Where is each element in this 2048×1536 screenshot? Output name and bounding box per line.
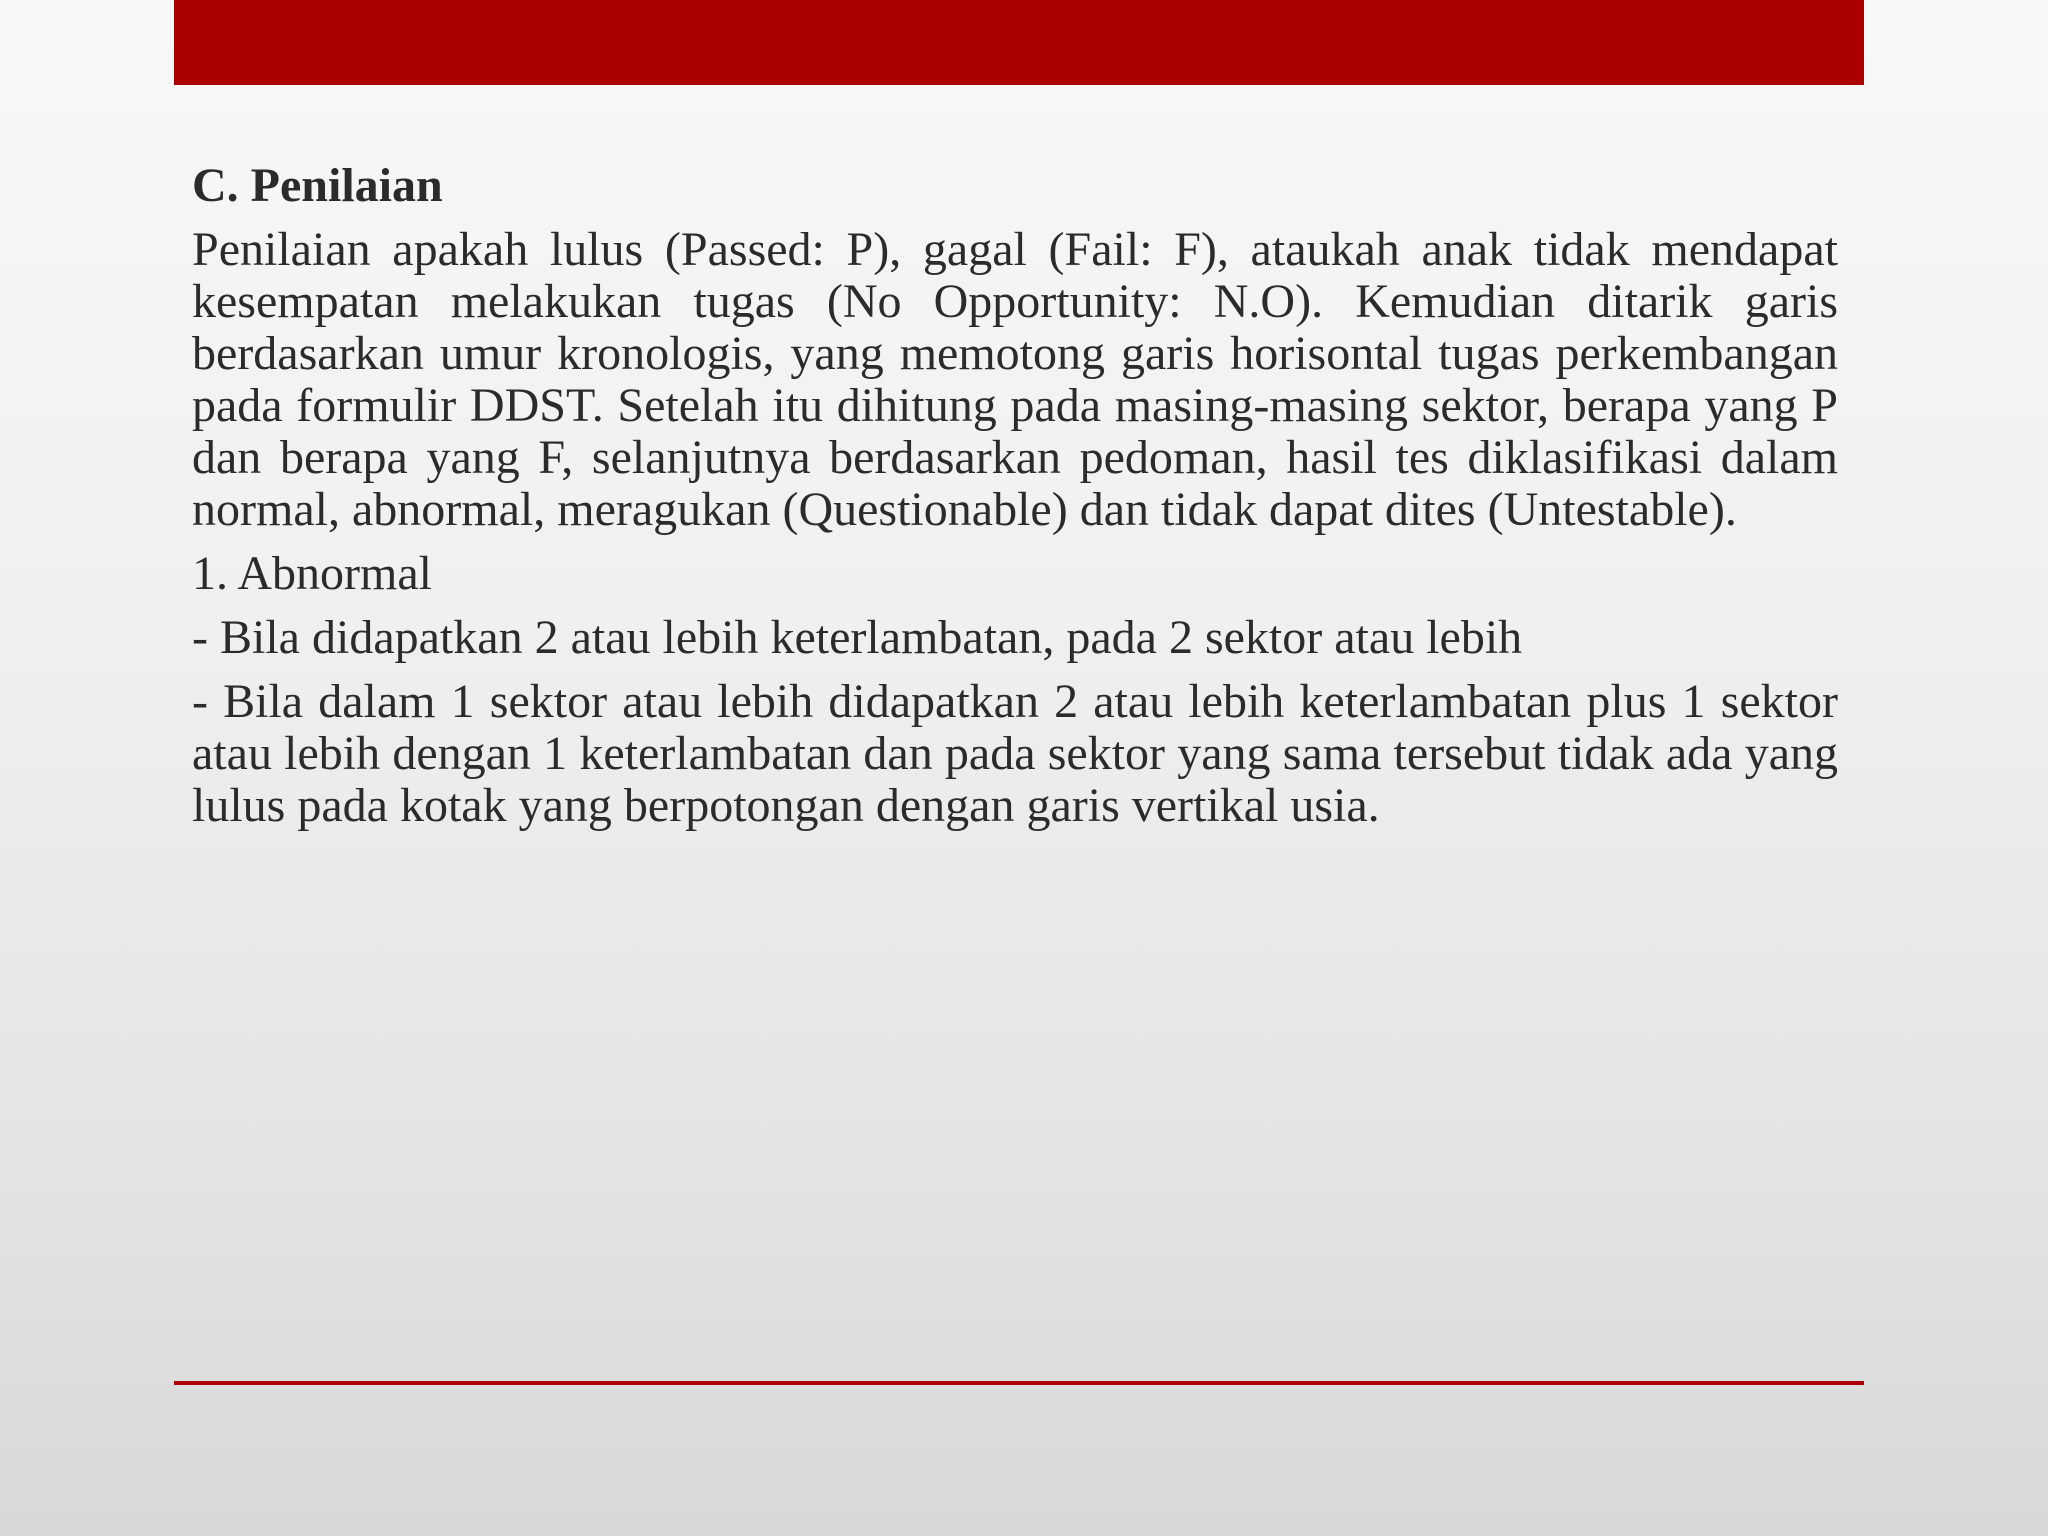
list-item: - Bila didapatkan 2 atau lebih keterlambatan, pada 2 sektor atau lebih [192, 611, 1523, 664]
list-item: - Bila dalam 1 sektor atau lebih didapatkan 2 atau lebih keterlambatan plus 1 sektor atau lebih dengan 1 keterlambatan dan pada sektor yang sama tersebut tidak ada yang lulus pada kotak yang berpotongan dengan garis vertikal usia. [192, 675, 1838, 832]
top-accent-bar [174, 0, 1864, 85]
slide-content [192, 160, 1838, 844]
bottom-divider [174, 1381, 1864, 1385]
section-heading: C. Penilaian [192, 159, 443, 212]
body-paragraph: Penilaian apakah lulus (Passed: P), gagal (Fail: F), ataukah anak tidak mendapat kesempatan melakukan tugas (No Opportunity: N.O). Kemudian ditarik garis berdasarkan umur kronologis, yang memotong garis horisontal tugas perkembangan pada formulir DDST. Setelah itu dihitung pada masing-masing sektor, berapa yang P dan berapa yang F, selanjutnya berdasarkan pedoman, hasil tes diklasifikasi dalam normal, abnormal, meragukan (Questionable) dan tidak dapat dites (Untestable). [192, 223, 1838, 536]
subheading-abnormal: 1. Abnormal [192, 547, 432, 600]
